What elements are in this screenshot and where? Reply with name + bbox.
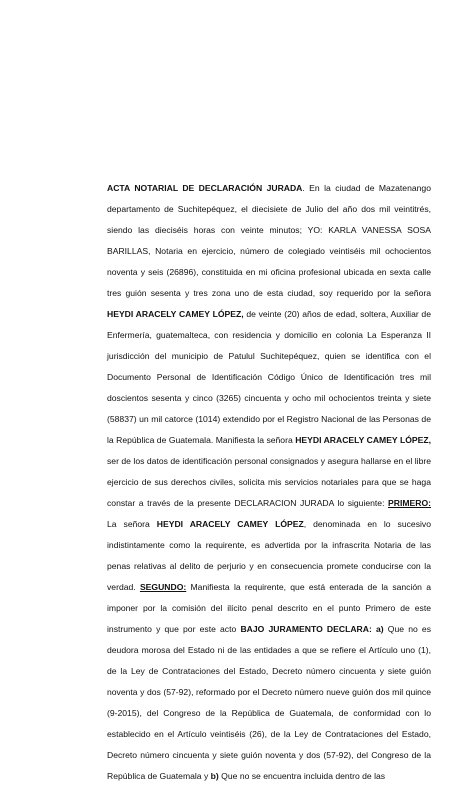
paragraph-segment: . En la ciudad de Mazatenango departamento de Suchitepéquez, el diecisiete de Julio del año dos mil veintitrés, siendo las dieciséis horas con veinte minutos; YO: KARLA VANESSA SOSA BARILLAS, Notaria en ejercicio, número de colegiado veintiséis mil ochocientos noventa y seis (26896), constituida en mi oficina profesional ubicada en sexta calle tres guión sesenta y tres zona uno de esta ciudad, soy requerido por la señora	[107, 183, 431, 298]
requester-name: HEYDI ARACELY CAMEY LÓPEZ	[156, 519, 304, 529]
paragraph-segment: Manifiesta la requirente, que está enterada de la sanción a imponer por la comisión del ilícito penal descrito en el punto Primero de este instrumento y que por este acto	[107, 582, 431, 634]
paragraph-segment: Que no es deudora morosa del Estado ni de las entidades a que se refiere el Artículo uno (1), de la Ley de Contrataciones del Estado, Decreto número cincuenta y siete guión noventa y dos (57-92), reformado por el Decreto número nueve guión dos mil quince (9-2015), del Congreso de la República de Guatemala, de conformidad con lo establecido en el Artículo veintiséis (26), de la Ley de Contrataciones del Estado, Decreto número cincuenta y siete guión noventa y dos (57-92), del Congreso de la República de Guatemala y	[107, 624, 432, 781]
clause-segundo-label: SEGUNDO:	[139, 582, 187, 592]
paragraph-segment: ser de los datos de identificación personal consignados y asegura hallarse en el libre ejercicio de sus derechos civiles, solicita mis servicios notariales para que se haga constar a través de la presente DECLARACION JURADA lo siguiente:	[107, 456, 431, 508]
requester-name: HEYDI ARACELY CAMEY LÓPEZ,	[107, 309, 244, 319]
paragraph-segment: La señora	[107, 519, 157, 529]
notarial-act-text	[107, 178, 431, 787]
paragraph-segment: Que no se encuentra incluida dentro de las	[218, 771, 386, 781]
oath-declaration: BAJO JURAMENTO DECLARA: a)	[240, 624, 384, 634]
paragraph-segment: de veinte (20) años de edad, soltera, Auxiliar de Enfermería, guatemalteca, con residencia y domicilio en colonia La Esperanza II jurisdicción del municipio de Patulul Suchitepéquez, quien se identifica con el Documento Personal de Identificación Código Único de Identificación tres mil doscientos sesenta y cinco (3265) cincuenta y ocho mil ochocientos treinta y siete (58837) un mil catorce (1014) extendido por el Registro Nacional de las Personas de la República de Guatemala. Manifiesta la señora	[107, 309, 431, 445]
clause-primero-label: PRIMERO:	[388, 498, 431, 508]
paragraph-segment: , denominada en lo sucesivo indistintamente como la requirente, es advertida por la infrascrita Notaria de las penas relativas al delito de perjurio y en consecuencia promete conducirse con la verdad.	[107, 519, 431, 592]
document-heading: ACTA NOTARIAL DE DECLARACIÓN JURADA	[107, 183, 303, 193]
requester-name: HEYDI ARACELY CAMEY LÓPEZ,	[295, 435, 431, 445]
item-b-label: b)	[210, 771, 219, 781]
